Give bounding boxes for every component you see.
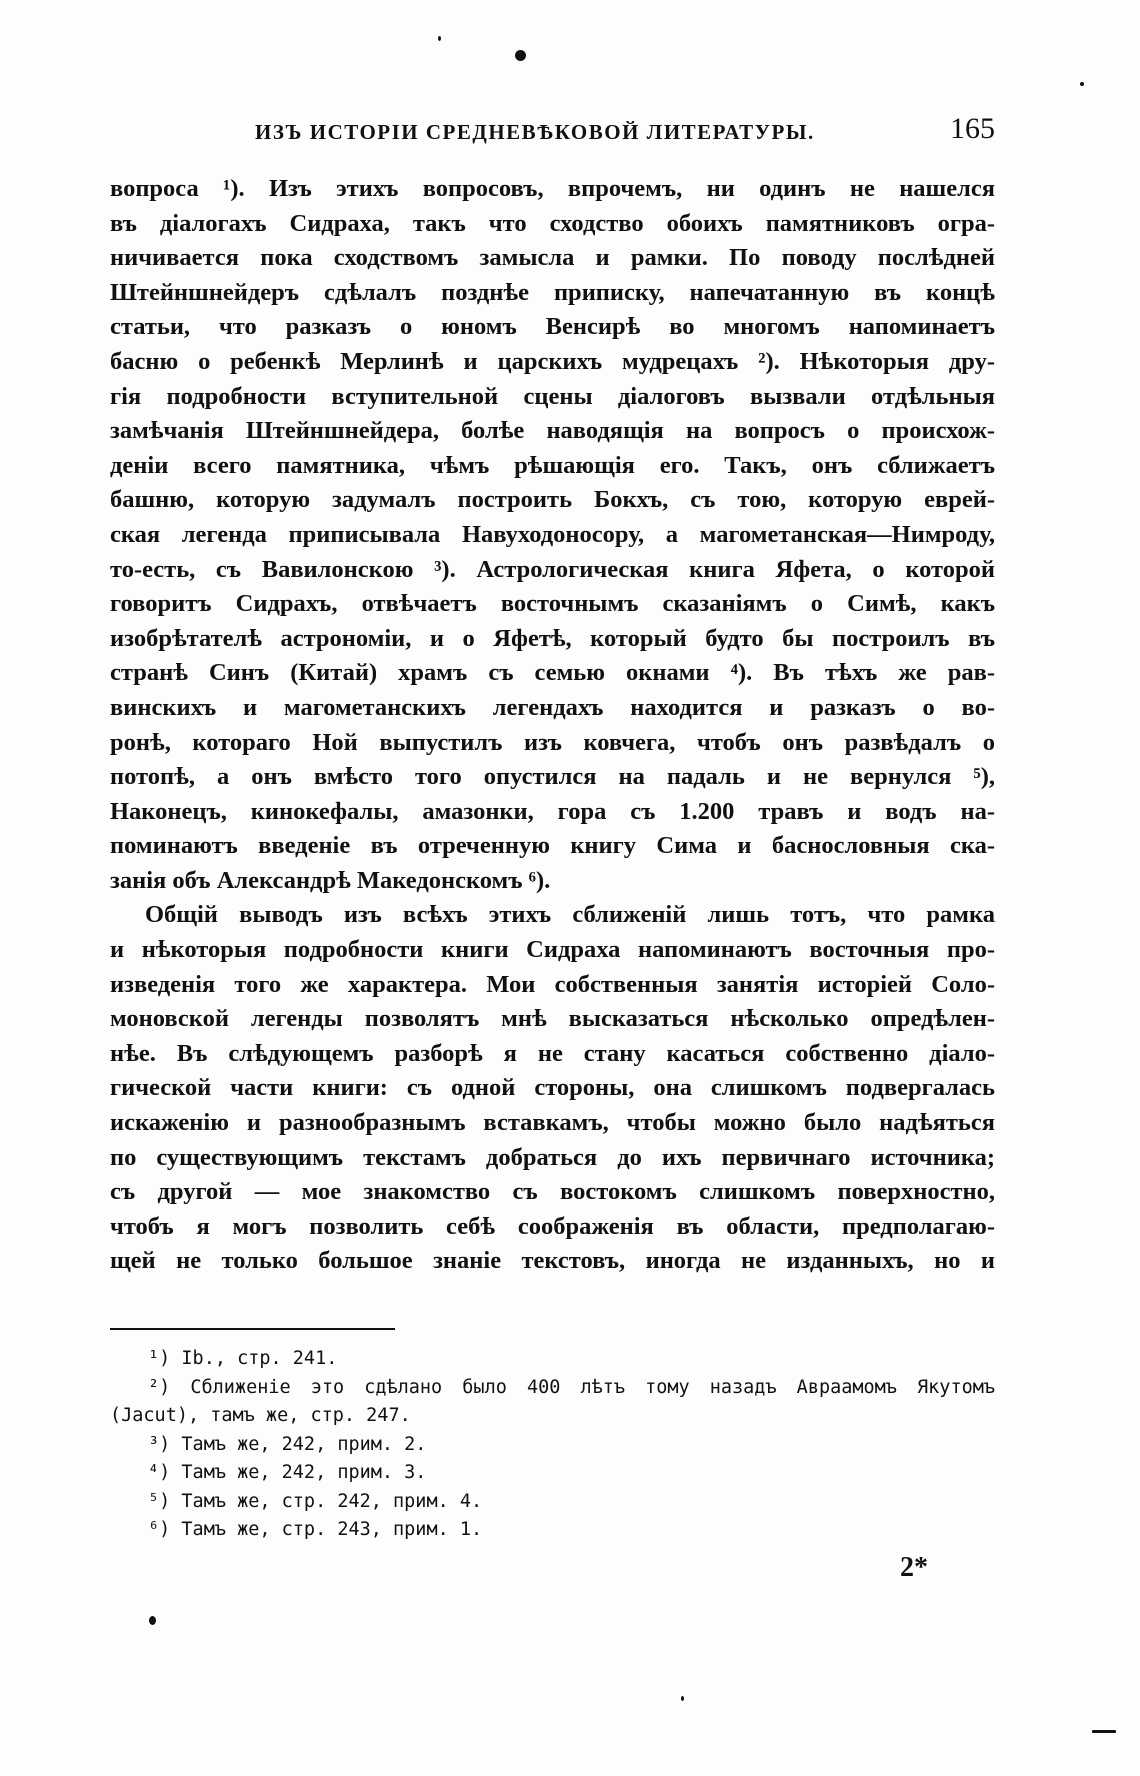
text-line: башню, которую задумалъ построить Бокхъ, съ тою, которую еврей- bbox=[110, 486, 995, 514]
text-line: ская легенда приписывала Навуходоносору, а магометанская—Нимроду, bbox=[110, 520, 995, 548]
ink-dot bbox=[515, 50, 526, 61]
text-line: статьи, что разказъ о юномъ Венсирѣ во многомъ напоминаетъ bbox=[110, 313, 995, 341]
footnote: ²) Сближеніе это сдѣлано было 400 лѣтъ тому назадъ Авраамомъ Якутомъ bbox=[148, 1376, 995, 1398]
ink-dot bbox=[149, 1616, 156, 1625]
footnote: ⁶) Тамъ же, стр. 243, прим. 1. bbox=[148, 1519, 483, 1540]
text-line: съ другой — мое знакомство съ востокомъ слишкомъ поверхностно, bbox=[110, 1178, 995, 1206]
text-line: изобрѣтателѣ астрономіи, и о Яфетѣ, который будто бы построилъ въ bbox=[110, 624, 995, 652]
text-line: вопроса ¹). Изъ этихъ вопросовъ, впрочемъ, ни одинъ не нашелся bbox=[110, 175, 995, 202]
body-text bbox=[110, 172, 995, 1279]
text-line: нѣе. Въ слѣдующемъ разборѣ я не стану касаться собственно діало- bbox=[110, 1039, 995, 1067]
footnote: ¹) Ib., стр. 241. bbox=[148, 1348, 338, 1369]
text-line: винскихъ и магометанскихъ легендахъ находится и разказъ о во- bbox=[110, 693, 995, 721]
ink-speck bbox=[681, 1696, 684, 1701]
text-line: потопѣ, а онъ вмѣсто того опустился на падаль и не вернулся ⁵), bbox=[110, 763, 995, 791]
text-line: Общій выводъ изъ всѣхъ этихъ сближеній лишь тотъ, что рамка bbox=[145, 901, 995, 929]
text-line: искаженію и разнообразнымъ вставкамъ, чтобы можно было надѣяться bbox=[110, 1109, 995, 1137]
text-line: деніи всего памятника, чѣмъ рѣшающія его. Такъ, онъ сближаетъ bbox=[110, 451, 995, 479]
text-line: замѣчанія Штейншнейдера, болѣе наводящія на вопросъ о происхож- bbox=[110, 417, 995, 445]
text-line: въ діалогахъ Сидраха, такъ что сходство обоихъ памятниковъ огра- bbox=[110, 209, 995, 237]
text-line: Штейншнейдеръ сдѣлалъ позднѣе приписку, напечатанную въ концѣ bbox=[110, 278, 995, 306]
running-head bbox=[110, 112, 995, 152]
text-line: говоритъ Сидрахъ, отвѣчаетъ восточнымъ сказаніямъ о Симѣ, какъ bbox=[110, 590, 995, 618]
text-line: ронѣ, котораго Ной выпустилъ изъ ковчега, чтобъ онъ развѣдалъ о bbox=[110, 728, 995, 756]
text-line: щей не только большое знаніе текстовъ, иногда не изданныхъ, но и bbox=[110, 1247, 995, 1275]
footnote-continuation: (Jacut), тамъ же, стр. 247. bbox=[110, 1405, 411, 1426]
text-line: гія подробности вступительной сцены діалоговъ вызвали отдѣльныя bbox=[110, 382, 995, 410]
text-line: то-есть, съ Вавилонскою ³). Астрологическая книга Яфета, о которой bbox=[110, 555, 995, 583]
footnote: ³) Тамъ же, 242, прим. 2. bbox=[148, 1433, 427, 1455]
text-line: моновской легенды позволятъ мнѣ высказаться нѣсколько опредѣлен- bbox=[110, 1005, 995, 1033]
text-line: басню о ребенкѣ Мерлинѣ и царскихъ мудрецахъ ²). Нѣкоторыя дру- bbox=[110, 347, 995, 375]
text-line: Наконецъ, кинокефалы, амазонки, гора съ 1.200 травъ и водъ на- bbox=[110, 797, 995, 825]
ink-speck bbox=[1080, 82, 1084, 86]
text-line: чтобъ я могъ позволить себѣ соображенія въ области, предполагаю- bbox=[110, 1212, 995, 1240]
text-line: занія объ Александрѣ Македонскомъ ⁶). bbox=[110, 866, 551, 894]
text-line: и нѣкоторыя подробности книги Сидраха напоминаютъ восточныя про- bbox=[110, 936, 995, 964]
text-line: поминаютъ введеніе въ отреченную книгу Сима и баснословныя ска- bbox=[110, 832, 995, 860]
footnote-rule bbox=[110, 1328, 395, 1330]
footnote: ⁴) Тамъ же, 242, прим. 3. bbox=[148, 1462, 427, 1483]
ink-speck bbox=[1092, 1730, 1116, 1733]
text-line: изведенія того же характера. Мои собственныя занятія исторіей Соло- bbox=[110, 970, 995, 998]
running-title: ИЗЪ ИСТОРІИ СРЕДНЕВѢКОВОЙ ЛИТЕРАТУРЫ. bbox=[255, 120, 815, 144]
text-line: ничивается пока сходствомъ замысла и рамки. По поводу послѣдней bbox=[110, 244, 995, 272]
footnotes bbox=[110, 1345, 995, 1545]
page-number: 165 bbox=[950, 112, 995, 145]
footnote: ⁵) Тамъ же, стр. 242, прим. 4. bbox=[148, 1490, 483, 1512]
text-line: по существующимъ текстамъ добраться до ихъ первичнаго источника; bbox=[110, 1143, 995, 1171]
ink-speck bbox=[438, 36, 441, 41]
text-line: странѣ Синъ (Китай) храмъ съ семью окнами ⁴). Въ тѣхъ же рав- bbox=[110, 659, 995, 687]
signature-mark: 2* bbox=[900, 1552, 928, 1583]
text-line: гической части книги: съ одной стороны, она слишкомъ подвергалась bbox=[110, 1074, 995, 1102]
